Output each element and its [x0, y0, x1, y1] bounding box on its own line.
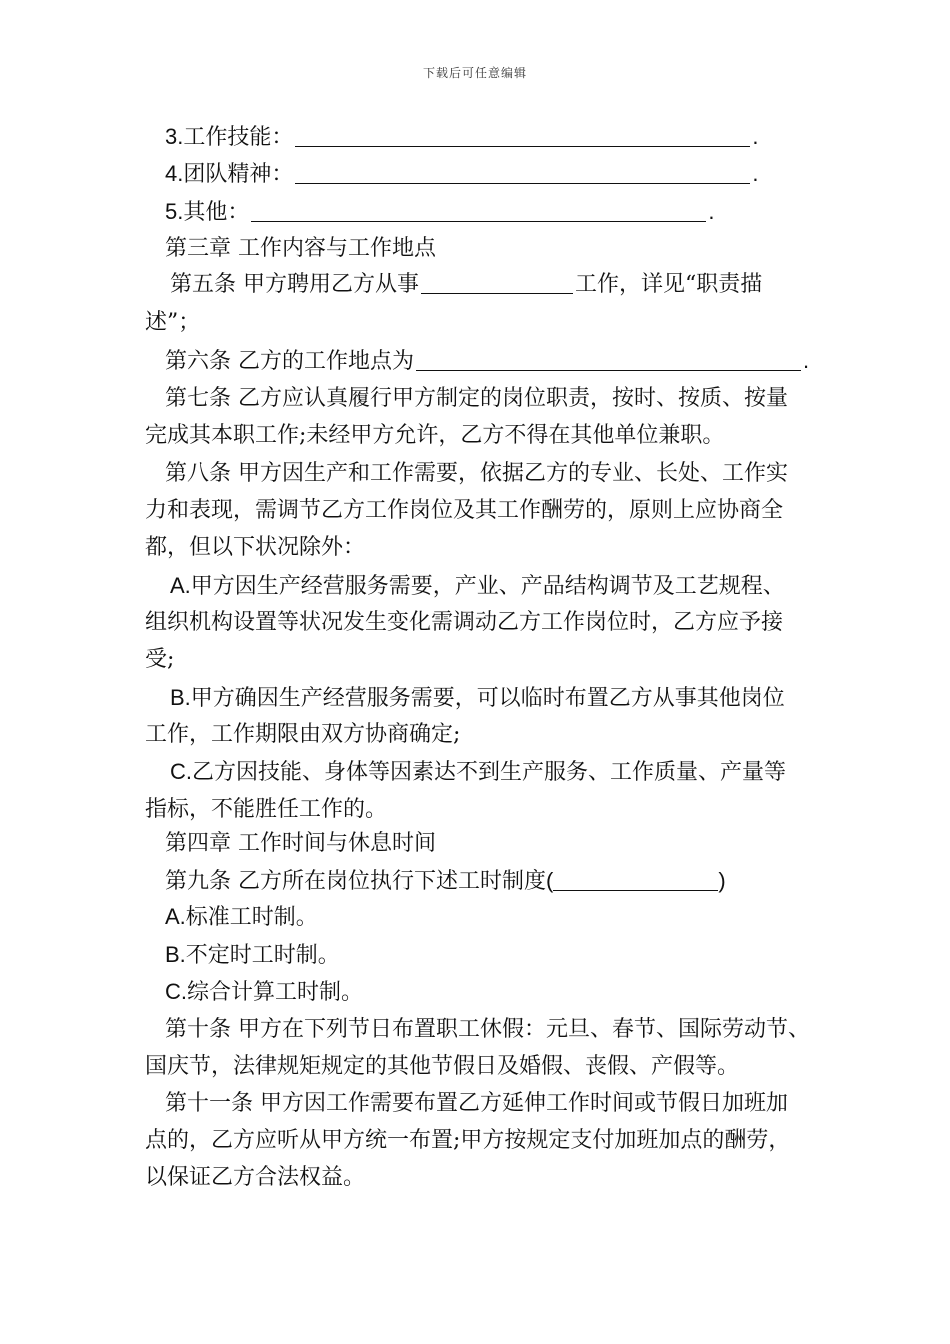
fill-blank[interactable]: [553, 868, 718, 891]
article-8-line-3: 都，但以下状况除外：: [145, 535, 366, 560]
clause-4-team-spirit: 4.团队精神： .: [165, 161, 759, 187]
item-a-line-2: 组织机构设置等状况发生变化需调动乙方工作岗位时，乙方应予接: [145, 610, 784, 635]
article-11-line-2: 点的，乙方应听从甲方统一布置;甲方按规定支付加班加点的酬劳，: [145, 1128, 791, 1153]
item-a-line-1: A.甲方因生产经营服务需要，产业、产品结构调节及工艺规程、: [170, 573, 785, 599]
clause-3-work-skills: 3.工作技能： .: [165, 124, 759, 150]
item-b-line-2: 工作，工作期限由双方协商确定;: [145, 722, 461, 747]
option-a-standard-hours: A.标准工时制。: [165, 904, 318, 930]
item-c-line-1: C.乙方因技能、身体等因素达不到生产服务、工作质量、产量等: [170, 759, 787, 785]
article-9: 第九条 乙方所在岗位执行下述工时制度( ): [165, 868, 726, 894]
clause-5-other: 5.其他： .: [165, 199, 715, 225]
article-11-line-1: 第十一条 甲方因工作需要布置乙方延伸工作时间或节假日加班加: [165, 1091, 788, 1116]
article-7-line-1: 第七条 乙方应认真履行甲方制定的岗位职责，按时、按质、按量: [165, 386, 788, 411]
article-5: 第五条 甲方聘用乙方从事 工作，详见“职责描: [170, 272, 763, 297]
fill-blank[interactable]: [295, 124, 750, 147]
option-c-comprehensive-hours: C.综合计算工时制。: [165, 979, 364, 1005]
fill-blank[interactable]: [251, 199, 706, 222]
article-11-line-3: 以保证乙方合法权益。: [145, 1165, 366, 1190]
article-8-line-1: 第八条 甲方因生产和工作需要，依据乙方的专业、长处、工作实: [165, 461, 788, 486]
article-8-line-2: 力和表现，需调节乙方工作岗位及其工作酬劳的，原则上应协商全: [145, 498, 784, 523]
article-10-line-2: 国庆节，法律规矩规定的其他节假日及婚假、丧假、产假等。: [145, 1054, 740, 1079]
article-6: 第六条 乙方的工作地点为 .: [165, 348, 810, 374]
chapter-4-heading: 第四章 工作时间与休息时间: [165, 831, 436, 856]
article-10-line-1: 第十条 甲方在下列节日布置职工休假：元旦、春节、国际劳动节、: [165, 1017, 810, 1042]
fill-blank[interactable]: [295, 161, 750, 184]
page-header: 下载后可任意编辑: [422, 66, 527, 80]
article-7-line-2: 完成其本职工作;未经甲方允许，乙方不得在其他单位兼职。: [145, 423, 725, 448]
article-5-continued: 述”；: [145, 310, 201, 335]
fill-blank[interactable]: [416, 348, 801, 371]
chapter-3-heading: 第三章 工作内容与工作地点: [165, 236, 436, 261]
item-b-line-1: B.甲方确因生产经营服务需要，可以临时布置乙方从事其他岗位: [170, 685, 785, 711]
option-b-flexible-hours: B.不定时工时制。: [165, 942, 340, 968]
item-c-line-2: 指标，不能胜任工作的。: [145, 797, 388, 822]
item-a-line-3: 受;: [145, 647, 175, 672]
fill-blank[interactable]: [421, 271, 573, 294]
